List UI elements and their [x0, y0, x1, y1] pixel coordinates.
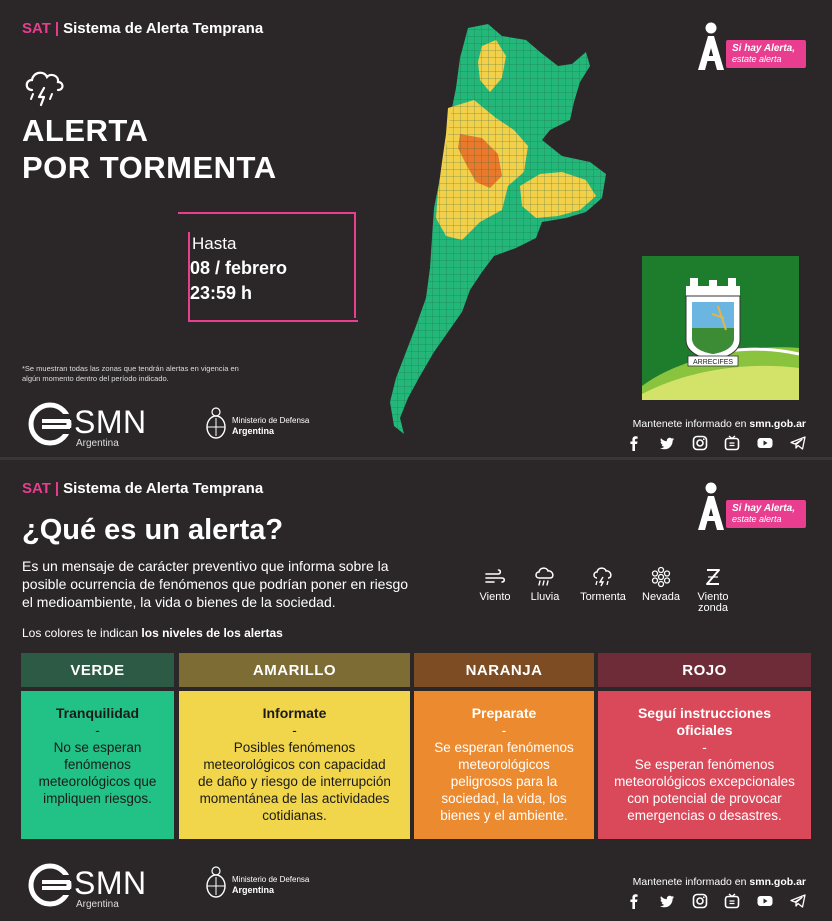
website-link-2[interactable]: smn.gob.ar	[749, 876, 806, 888]
facebook-icon[interactable]	[626, 435, 642, 451]
system-header-2	[22, 480, 263, 497]
level-card-amarillo	[179, 691, 410, 839]
argentina-alert-map	[390, 22, 610, 442]
what-is-alert-title: ¿Qué es un alerta?	[22, 514, 284, 546]
phenomenon-label: Nevada	[642, 591, 680, 603]
wind-icon	[484, 566, 506, 588]
ministry-line-1-b: Ministerio de Defensa	[232, 875, 310, 884]
header-separator-2: |	[54, 480, 60, 497]
level-dash: -	[95, 723, 100, 738]
twitter-icon[interactable]	[659, 435, 675, 451]
sat-label: SAT	[22, 20, 51, 37]
youtube-icon[interactable]	[757, 435, 773, 451]
phenomenon-snow	[634, 566, 688, 603]
level-action: Tranquilidad	[55, 705, 140, 721]
snow-icon	[650, 566, 672, 588]
level-description: Se esperan fenómenos meteorológicos excepcionales con potencial de provocar emergencias o desastres.	[614, 757, 795, 823]
storm-icon	[22, 64, 66, 108]
phenomena-list	[468, 566, 738, 612]
level-action: Preparate	[471, 705, 537, 721]
level-dash: -	[702, 740, 707, 755]
ministry-line-2-b: Argentina	[232, 885, 275, 895]
phenomenon-wind	[468, 566, 522, 603]
level-description: No se esperan fenómenos meteorológicos que impliquen riesgos.	[38, 740, 157, 806]
level-action: Informate	[262, 705, 327, 721]
map-footnote: *Se muestran todas las zonas que tendrán alertas en vigencia en algún momento dentro del período indicado.	[22, 364, 239, 383]
badge-line-1-b: Si hay Alerta,	[732, 503, 795, 514]
alert-badge	[694, 22, 806, 70]
phenomenon-label: Tormenta	[580, 591, 626, 603]
alert-title-line-2: POR TORMENTA	[22, 150, 277, 185]
phenomenon-storm	[576, 566, 630, 603]
level-dash: -	[501, 723, 507, 738]
badge-pill-2	[726, 500, 806, 528]
zonda-icon	[702, 566, 724, 588]
smn-logo-icon	[28, 402, 72, 446]
coat-of-arms-icon-2	[204, 865, 228, 899]
level-header-verde: VERDE	[21, 653, 174, 687]
municipality-emblem	[642, 256, 799, 400]
colors-intro-bold: los niveles de los alertas	[141, 626, 283, 640]
smn-logo	[28, 402, 152, 448]
info-panel	[0, 460, 832, 921]
validity-box	[178, 212, 356, 318]
social-links	[626, 435, 806, 453]
level-header-rojo: ROJO	[598, 653, 811, 687]
alert-badge-2	[694, 482, 806, 530]
system-name: Sistema de Alerta Temprana	[63, 20, 264, 37]
telegram-icon[interactable]	[790, 893, 806, 909]
level-header-amarillo: AMARILLO	[179, 653, 410, 687]
twitter-icon[interactable]	[659, 893, 675, 909]
phenomenon-label: Lluvia	[530, 591, 560, 603]
instagram-icon[interactable]	[692, 435, 708, 451]
ministry-line-1: Ministerio de Defensa	[232, 416, 310, 425]
level-card-naranja	[414, 691, 594, 839]
instagram-icon[interactable]	[692, 893, 708, 909]
alert-title	[22, 112, 277, 186]
alert-panel	[0, 0, 832, 458]
smn-logo-2	[28, 863, 152, 909]
smn-text-2: SMN	[74, 865, 147, 901]
badge-line-2-b: estate alerta	[732, 514, 782, 524]
until-date: 08 / febrero	[190, 258, 288, 278]
sat-label-2: SAT	[22, 480, 51, 497]
until-label: Hasta	[192, 234, 237, 253]
level-card-rojo	[598, 691, 811, 839]
municipality-logo	[642, 256, 799, 400]
level-card-verde	[21, 691, 174, 839]
informed-prefix: Mantenete informado en	[632, 418, 750, 430]
website-link[interactable]: smn.gob.ar	[749, 418, 806, 430]
ministry-logo-2	[204, 865, 324, 905]
level-header-naranja: NARANJA	[414, 653, 594, 687]
phenomenon-rain	[518, 566, 572, 603]
social-links-2	[626, 893, 806, 911]
alert-person-icon-2	[694, 482, 728, 530]
badge-line-2: estate alerta	[732, 54, 782, 64]
alert-person-icon	[694, 22, 728, 70]
rain-icon	[534, 566, 556, 588]
municipality-name: ARRECIFES	[692, 359, 734, 366]
informed-text	[633, 418, 806, 430]
tv-icon[interactable]	[724, 435, 740, 451]
until-time: 23:59 h	[190, 283, 253, 303]
smn-text: SMN	[74, 404, 147, 440]
ministry-line-2: Argentina	[232, 426, 275, 436]
level-description: Posibles fenómenos meteorológicos con capacidad de daño y riesgo de interrupción momentánea de las actividades cotidianas.	[198, 740, 391, 823]
youtube-icon[interactable]	[757, 893, 773, 909]
level-description: Se esperan fenómenos meteorológicos peligrosos para la sociedad, la vida, los bienes y el ambiente.	[434, 740, 574, 823]
phenomenon-zonda	[686, 566, 740, 614]
colors-intro-prefix: Los colores te indican	[22, 626, 142, 640]
informed-prefix-2: Mantenete informado en	[632, 876, 750, 888]
storm-icon-small	[592, 566, 614, 588]
phenomenon-label: Viento zonda	[697, 591, 729, 614]
badge-pill	[726, 40, 806, 68]
telegram-icon[interactable]	[790, 435, 806, 451]
facebook-icon[interactable]	[626, 893, 642, 909]
system-header	[22, 20, 263, 37]
badge-line-1: Si hay Alerta,	[732, 43, 795, 54]
what-is-alert-description: Es un mensaje de carácter preventivo que informa sobre la posible ocurrencia de fenómenos que podrían poner en riesgo el medioambiente, la vida o bienes de la sociedad.	[22, 558, 409, 610]
phenomenon-label: Viento	[479, 591, 511, 603]
header-separator: |	[54, 20, 60, 37]
level-dash: -	[292, 723, 297, 738]
informed-text-2	[633, 876, 806, 888]
coat-of-arms-icon	[204, 406, 228, 440]
smn-subtext: Argentina	[76, 438, 119, 449]
ministry-logo	[204, 406, 324, 446]
alert-title-line-1: ALERTA	[22, 113, 149, 148]
colors-intro	[22, 626, 283, 640]
tv-icon[interactable]	[724, 893, 740, 909]
level-action: Seguí instrucciones oficiales	[637, 705, 772, 738]
smn-logo-icon-2	[28, 863, 72, 907]
system-name-2: Sistema de Alerta Temprana	[63, 480, 264, 497]
smn-subtext-2: Argentina	[76, 899, 119, 910]
